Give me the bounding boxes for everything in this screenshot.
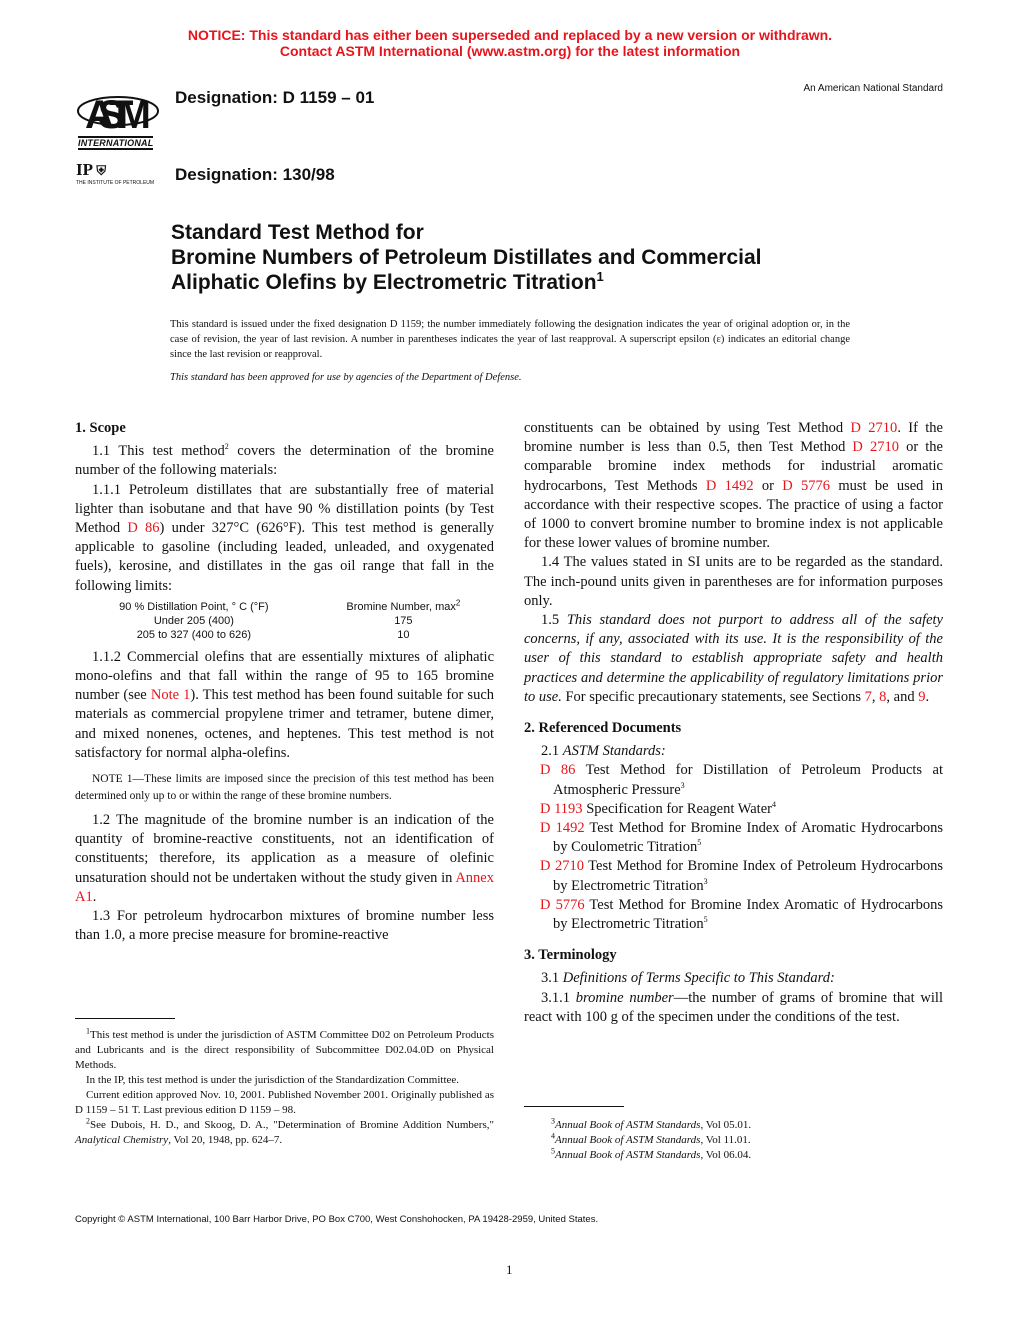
ip-wordmark: IP: [76, 160, 93, 179]
text-run: must be used in accordance with their respective scopes. The practice of using a factor of 1000 to convert bromine number to bromine index is not applicable for these lower values of bromine number.: [524, 477, 943, 552]
cross-reference-link[interactable]: 8: [879, 688, 887, 705]
text-run: 3.1: [541, 970, 563, 987]
section-heading: 3. Terminology: [524, 947, 617, 964]
cross-reference-link[interactable]: Annex A1: [75, 869, 494, 905]
table-cell: 10: [397, 628, 410, 641]
cross-reference-link[interactable]: D 2710: [852, 439, 899, 456]
text-run: 1.3 For petroleum hydrocarbon mixtures of bromine number less than 1.0, a more precise measure for bromine-reactive: [75, 908, 494, 944]
italic-run: bromine number: [575, 989, 674, 1006]
text-run: ) under 327°C (626°F). This test method is generally applicable to gasoline (including leaded, unleaded, and oxygenated fuels), kerosine, and distillates in the gas oil range that fall in the following limits:: [75, 520, 494, 594]
text-run: , Vol 05.01.: [700, 1119, 752, 1131]
text-run: This test method is under the jurisdiction of ASTM Committee D02 on Petroleum Products and Lubricants and is the direct responsibility of Subcommittee D02.04.0D on Physical Methods.: [75, 1029, 494, 1071]
american-national-standard: An American National Standard: [803, 83, 943, 94]
cross-reference-link[interactable]: 9: [918, 688, 926, 705]
ip-logo: [76, 160, 154, 186]
ip-subtitle: THE INSTITUTE OF PETROLEUM: [76, 180, 155, 186]
cross-reference-link[interactable]: D 2710: [540, 858, 584, 875]
footnote: [540, 1118, 943, 1133]
paragraph: [524, 989, 943, 1027]
text-run: ). This test method has been found suitable for such materials as commercial propylene trimer and tetramer, butene dimer, and mixed nonenes, octenes, and heptenes. This test method is not satisfactory for normal alpha-olefins.: [75, 687, 495, 761]
supersession-notice: [0, 27, 1020, 59]
text-run: 1.1.1 Petroleum distillates that are substantially free of material lighter than isobutane and that have 90 % distillation points (by Test Method: [75, 481, 494, 537]
cross-reference-link[interactable]: 7: [864, 688, 872, 705]
paragraph: [75, 811, 494, 907]
table-cell: 205 to 327 (400 to 626): [136, 628, 252, 641]
cross-reference-link[interactable]: D 1193: [540, 800, 583, 817]
section-heading: 2. Referenced Documents: [524, 720, 682, 737]
cross-reference-link[interactable]: D 86: [127, 520, 160, 537]
table-cell: Under 205 (400): [153, 614, 234, 627]
footnote-divider: [75, 1018, 175, 1019]
footnote: [540, 1148, 943, 1163]
text-run: Specification for Reagent Water: [582, 800, 772, 817]
title-line: Standard Test Method for: [171, 221, 424, 244]
text-run: 1.1 This test method: [92, 443, 225, 460]
footnote-ref[interactable]: 5: [551, 1146, 555, 1156]
text-run: —the number of grams of bromine that will react with 100 g of the specimen under the conditions of the test.: [524, 989, 943, 1025]
table-header: 90 % Distillation Point, ° C (°F): [119, 600, 269, 613]
text-run: . If the bromine number is less than 0.5, then Test Method: [524, 420, 943, 456]
title-line: Aliphatic Olefins by Electrometric Titration: [171, 271, 597, 294]
paragraph: [524, 969, 943, 988]
footnote: [75, 1118, 494, 1148]
text-run: 1.1.2 Commercial olefins that are essentially mixtures of aliphatic mono-olefins and that fall within the range of 95 to 165 bromine number (see: [75, 648, 494, 704]
footnote-ref[interactable]: 3: [551, 1116, 555, 1126]
limits-table: [75, 600, 494, 642]
footnotes-right: [540, 1118, 943, 1163]
text-run: .: [925, 688, 930, 705]
text-run: 3.1.1: [541, 989, 576, 1006]
italic-run: Annual Book of ASTM Standards: [555, 1149, 701, 1161]
table-cell: 175: [394, 614, 413, 627]
reference-item: [524, 819, 943, 857]
paragraph: [524, 742, 943, 761]
table-row: [75, 628, 494, 642]
footnote-ref[interactable]: 2: [455, 598, 461, 608]
text-run: Test Method for Distillation of Petroleum Products at Atmospheric Pressure: [553, 762, 943, 798]
notice-line: NOTICE: This standard has either been superseded and replaced by a new version or withdrawn.: [187, 27, 833, 43]
text-run: Test Method for Bromine Index of Petroleum Hydrocarbons by Electrometric Titration: [553, 858, 943, 894]
text-run: ,: [871, 688, 880, 705]
italic-run: This standard does not purport to address all of the safety concerns, if any, associated with its use. It is the responsibility of the user of this standard to establish appropriate safety and health practices and determine the applicability of regulatory limitations prior to use.: [524, 612, 943, 705]
footnote: [75, 1088, 494, 1118]
paragraph: [75, 648, 494, 763]
footnotes-left: [75, 1028, 494, 1148]
cross-reference-link[interactable]: D 1492: [540, 820, 585, 837]
text-run: or: [753, 477, 783, 494]
issuance-note: This standard is issued under the fixed designation D 1159; the number immediately following the designation indicates the year of original adoption or, in the case of revision, the year of last revision. A number in parentheses indicates the year of last reapproval. A superscript epsilon (ε) indicates an editorial change since the last revision or reapproval.: [170, 319, 850, 360]
reference-item: [524, 800, 943, 819]
table-header-row: [75, 600, 494, 614]
footnote-divider: [524, 1106, 624, 1107]
text-run: In the IP, this test method is under the jurisdiction of the Standardization Committee.: [86, 1074, 460, 1086]
table-row: [75, 614, 494, 628]
paragraph: [75, 481, 494, 596]
footnote-ref[interactable]: 3: [680, 780, 685, 790]
text-run: , Vol 11.01.: [700, 1134, 751, 1146]
text-run: For specific precautionary statements, see Sections: [561, 688, 865, 705]
paragraph: [524, 553, 943, 611]
note: NOTE 1—These limits are imposed since the precision of this test method has been determined only up to or within the range of these bromine numbers.: [75, 773, 494, 803]
footnote-ref[interactable]: 5: [697, 838, 702, 848]
paragraph: [524, 611, 943, 707]
italic-run: Annual Book of ASTM Standards: [555, 1119, 701, 1131]
right-column: [524, 419, 943, 1027]
designation-ip: Designation: 130/98: [175, 165, 335, 184]
svg-text:ASTM: ASTM: [85, 93, 151, 137]
italic-run: Annual Book of ASTM Standards: [555, 1134, 701, 1146]
footnote-ref[interactable]: 1: [86, 1026, 90, 1036]
footnote-ref[interactable]: 2: [86, 1116, 90, 1126]
text-run: 1.4 The values stated in SI units are to be regarded as the standard. The inch-pound units given in parentheses are for information purposes only.: [524, 554, 943, 609]
cross-reference-link[interactable]: D 86: [540, 762, 576, 779]
copyright: Copyright © ASTM International, 100 Barr Harbor Drive, PO Box C700, West Conshohocken, PA 19428-2959, United States.: [75, 1214, 599, 1225]
footnote: [75, 1028, 494, 1073]
left-column: [75, 419, 494, 945]
text-run: Test Method for Bromine Index of Aromatic Hydrocarbons by Coulometric Titration: [553, 820, 943, 856]
text-run: 1.5: [541, 612, 567, 629]
text-run: Test Method for Bromine Index Aromatic of Hydrocarbons by Electrometric Titration: [553, 896, 943, 933]
table-header: Bromine Number, $\max^2$: [346, 598, 461, 613]
paragraph: [75, 907, 494, 945]
text-run: , and: [886, 688, 919, 705]
astm-international-wordmark: INTERNATIONAL: [78, 138, 154, 148]
shield-icon: ⛨: [96, 163, 107, 178]
cross-reference-link[interactable]: D 2710: [850, 420, 898, 436]
footnote-ref[interactable]: 5: [703, 915, 708, 925]
text-run: .: [92, 888, 97, 905]
italic-run: Analytical Chemistry: [75, 1134, 169, 1146]
reference-item: [524, 857, 943, 895]
cross-reference-link[interactable]: D 5776: [782, 477, 831, 494]
text-run: See Dubois, H. D., and Skoog, D. A., "Determination of Bromine Addition Numbers,": [90, 1119, 494, 1131]
notice-contact-link[interactable]: Contact ASTM International (www.astm.org) for the latest information: [279, 43, 741, 59]
footnote-ref[interactable]: 1: [596, 269, 604, 284]
italic-run: ASTM Standards:: [562, 743, 666, 760]
paragraph: [524, 419, 943, 553]
cross-reference-link[interactable]: Note 1: [150, 687, 191, 704]
italic-run: Definitions of Terms Specific to This Standard:: [562, 970, 835, 987]
reference-item: [524, 761, 943, 799]
title-line: Bromine Numbers of Petroleum Distillates and Commercial: [171, 246, 762, 269]
text-run: or the comparable bromine index methods for industrial aromatic hydrocarbons, Test Methods: [524, 439, 943, 494]
dod-approval-note: This standard has been approved for use by agencies of the Department of Defense.: [170, 372, 522, 383]
text-run: , Vol 06.04.: [700, 1149, 752, 1161]
document-title: [171, 220, 761, 295]
text-run: Current edition approved Nov. 10, 2001. Published November 2001. Originally published as D 1159 – 51 T. Last previous edition D 1159 – 98.: [75, 1089, 494, 1116]
text-run: constituents can be obtained by using Test Method: [524, 420, 851, 436]
footnote: [540, 1133, 943, 1148]
text-run: 1.2 The magnitude of the bromine number is an indication of the quantity of bromine-reactive constituents, not an identification of constituents; therefore, its application as a measure of olefinic unsaturation should not be undertaken without the study given in: [75, 812, 494, 886]
footnote: [75, 1073, 494, 1088]
cross-reference-link[interactable]: D 5776: [540, 896, 585, 913]
footnote-ref[interactable]: 2: [224, 442, 229, 452]
footnote-ref[interactable]: 4: [551, 1131, 555, 1141]
designation-astm: Designation: D 1159 – 01: [175, 88, 375, 107]
section-heading: 1. Scope: [75, 420, 126, 436]
text-run: covers the determination of the bromine number of the following materials:: [75, 443, 494, 479]
footnote-ref[interactable]: 4: [771, 800, 776, 810]
reference-item: [524, 896, 943, 934]
page-number: 1: [506, 1262, 513, 1277]
cross-reference-link[interactable]: D 1492: [705, 477, 754, 494]
footnote-ref[interactable]: 3: [703, 876, 708, 886]
text-run: , Vol 20, 1948, pp. 624–7.: [168, 1134, 283, 1146]
paragraph: [75, 442, 494, 480]
text-run: 2.1: [541, 743, 563, 760]
